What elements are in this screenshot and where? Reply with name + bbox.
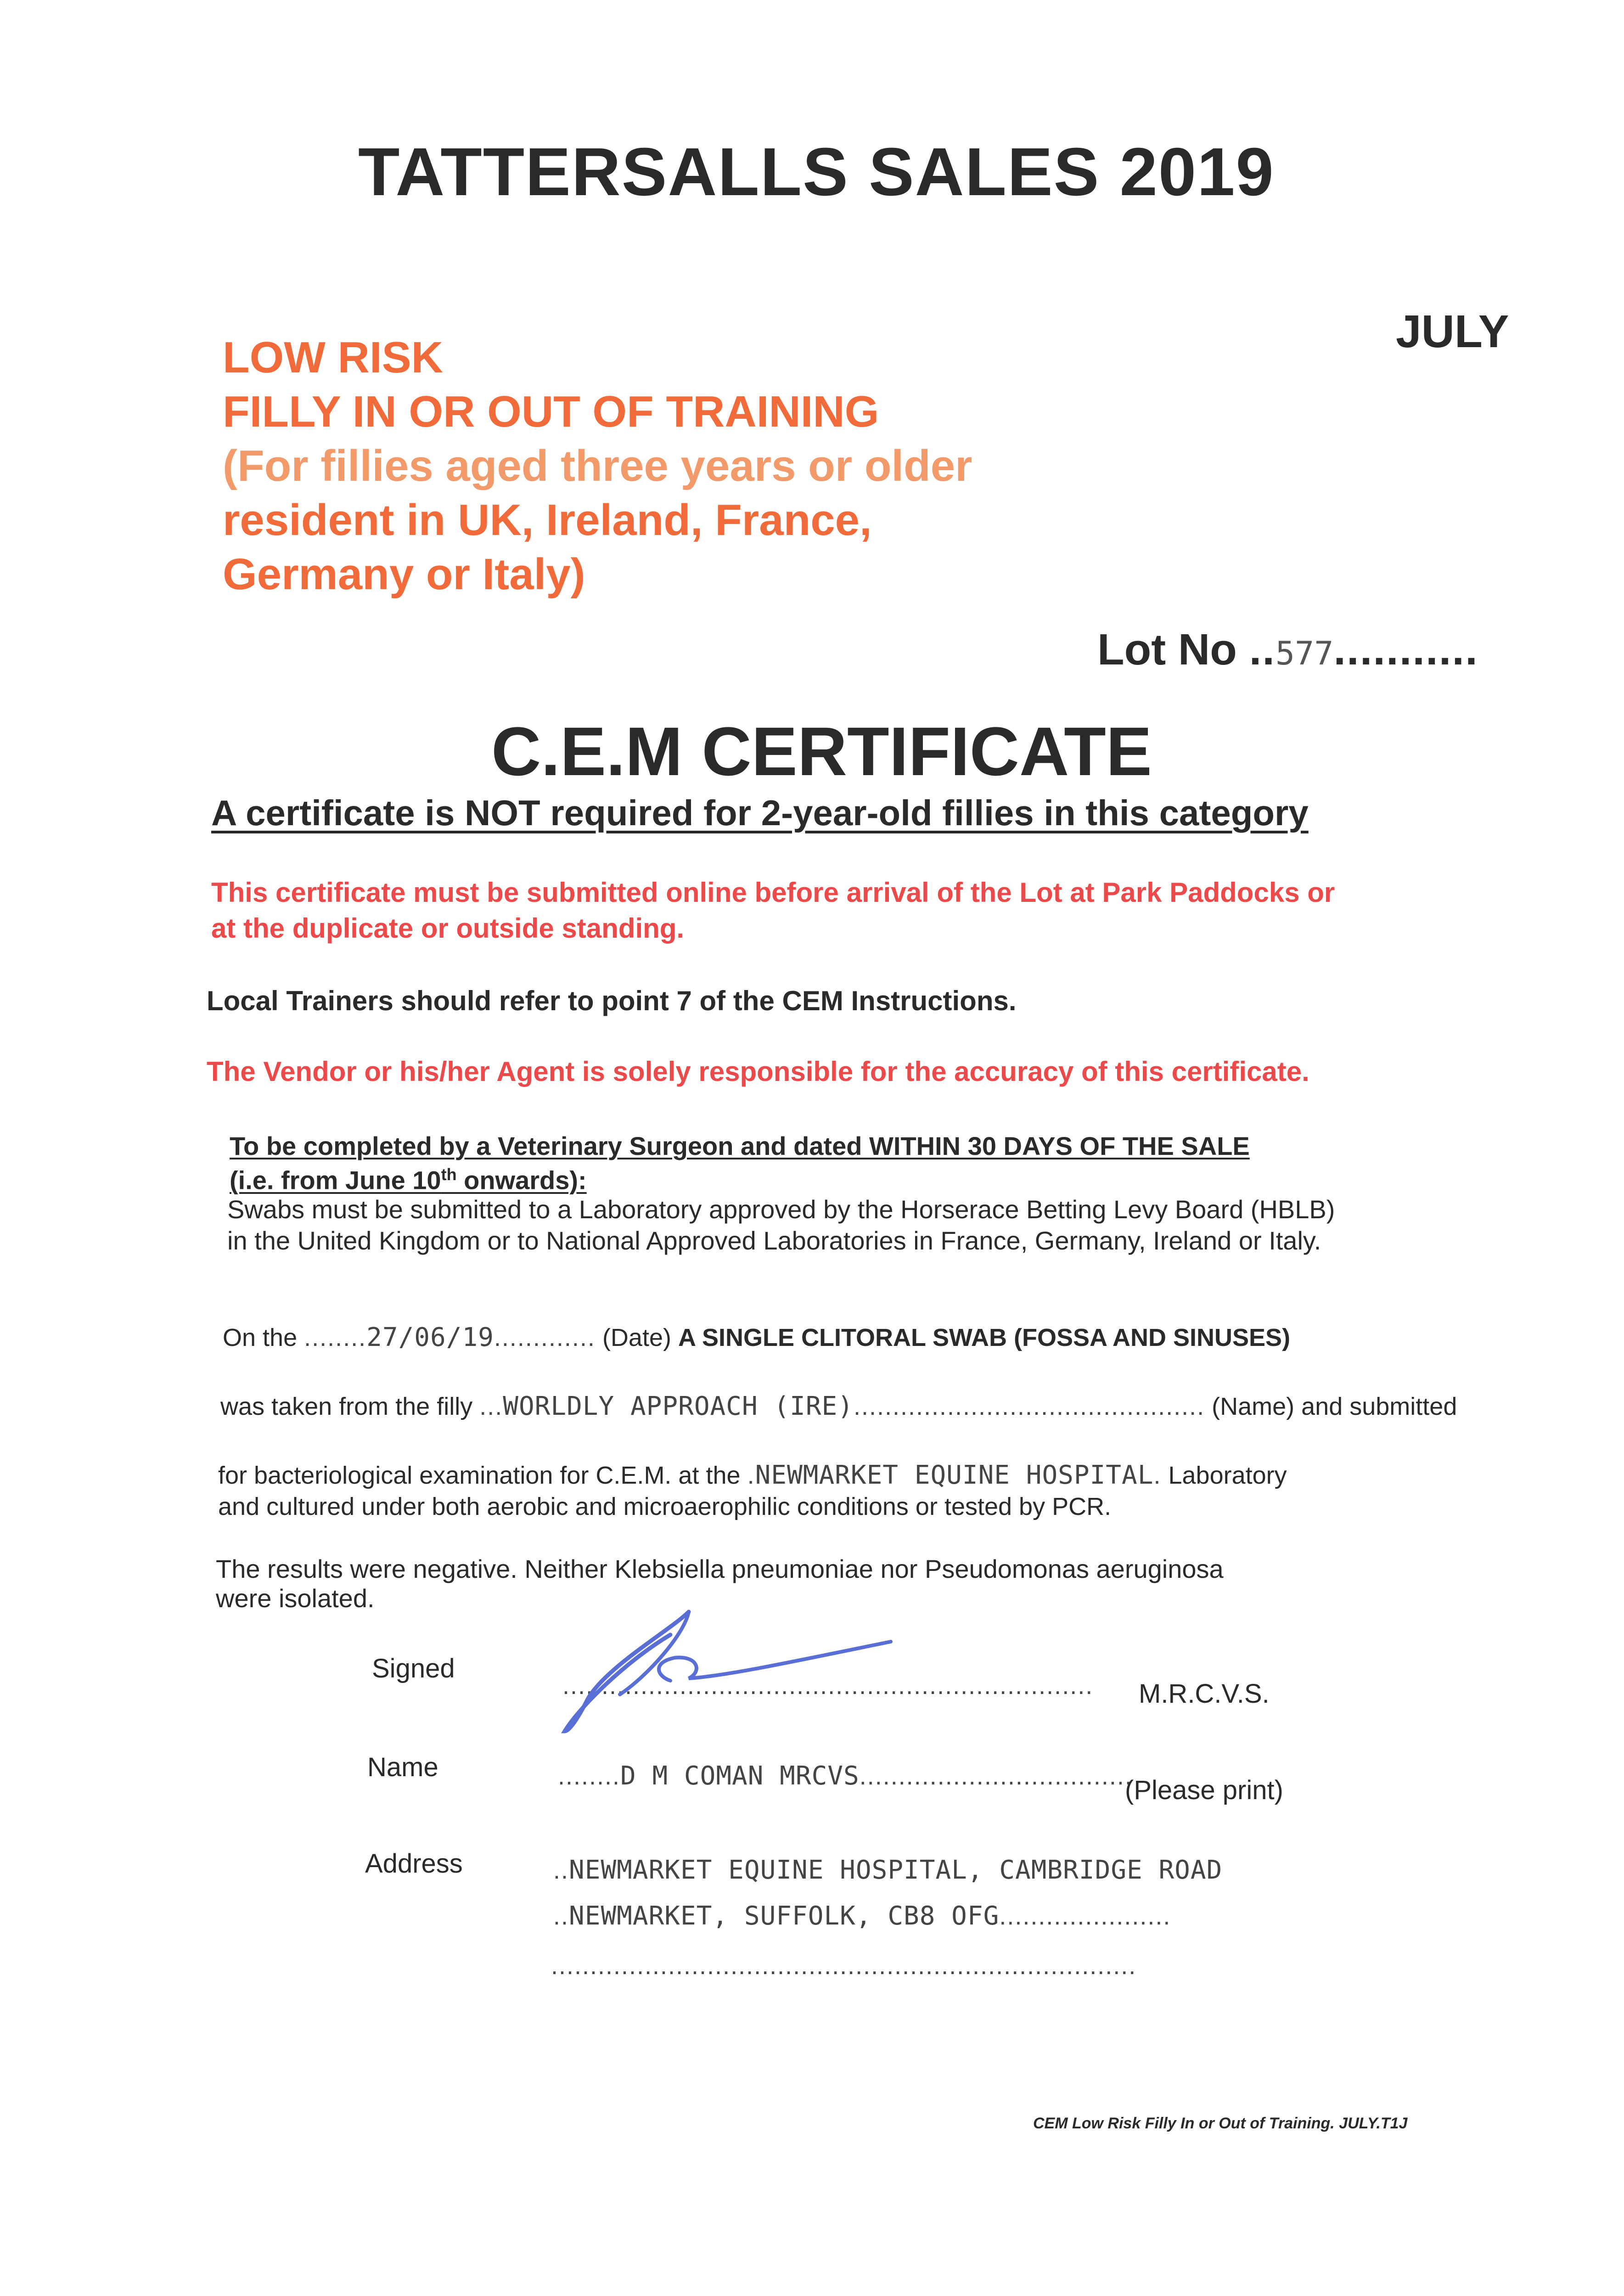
category-line-5: Germany or Italy)	[223, 550, 585, 599]
category-line-4: resident in UK, Ireland, France,	[223, 495, 872, 545]
local-trainers-note: Local Trainers should refer to point 7 of the CEM Instructions.	[207, 985, 1017, 1016]
vet-name-field[interactable]: D M COMAN MRCVS	[620, 1761, 860, 1791]
category-block	[223, 331, 972, 602]
taken-from-label: was taken from the filly	[220, 1393, 473, 1420]
category-line-3: (For fillies aged three years or older	[223, 441, 972, 490]
category-line-1: LOW RISK	[223, 333, 443, 382]
address-line-1-field[interactable]: NEWMARKET EQUINE HOSPITAL, CAMBRIDGE ROAD	[569, 1855, 1223, 1885]
address-line-1: ..NEWMARKET EQUINE HOSPITAL, CAMBRIDGE ROAD	[553, 1855, 1223, 1885]
lot-label: Lot No	[1097, 625, 1237, 674]
please-print-label: (Please print)	[1125, 1775, 1283, 1805]
vet-heading-line-2: (i.e. from June 10th onwards):	[230, 1165, 587, 1195]
lot-value[interactable]: 577	[1275, 635, 1334, 672]
results-line-1: The results were negative. Neither Klebsiella pneumoniae nor Pseudomonas aeruginosa	[216, 1554, 1224, 1583]
lab-name-field[interactable]: NEWMARKET EQUINE HOSPITAL	[755, 1460, 1154, 1490]
vet-instructions-heading	[230, 1132, 1250, 1195]
form-code-footer: CEM Low Risk Filly In or Out of Training. JULY.T1J	[1033, 2115, 1408, 2132]
date-label: (Date)	[602, 1324, 671, 1351]
vet-sub-line-1: Swabs must be submitted to a Laboratory approved by the Horserace Betting Levy Board (HBLB)	[227, 1195, 1335, 1224]
page-title: TATTERSALLS SALES 2019	[358, 134, 1275, 210]
date-field[interactable]: 27/06/19	[366, 1322, 494, 1352]
submission-warning-line-2: at the duplicate or outside standing.	[211, 913, 685, 944]
submission-warning-line-1: This certificate must be submitted online before arrival of the Lot at Park Paddocks or	[211, 877, 1335, 908]
exam-label: for bacteriological examination for C.E.M. at the	[218, 1462, 741, 1489]
submission-warning	[211, 875, 1335, 946]
on-the-label: On the	[223, 1324, 298, 1351]
address-line-3[interactable]: ...........................................................................	[551, 1952, 1137, 1980]
lot-number: Lot No ..577...........	[1097, 625, 1478, 674]
results-line-2: were isolated.	[216, 1584, 375, 1613]
address-line-2: ..NEWMARKET, SUFFOLK, CB8 OFG......................	[553, 1901, 1171, 1931]
signature-line[interactable]: ....................................................................	[562, 1672, 1094, 1699]
vet-heading-line-1: To be completed by a Veterinary Surgeon and dated WITHIN 30 DAYS OF THE SALE	[230, 1131, 1250, 1160]
certificate-title: C.E.M CERTIFICATE	[491, 713, 1152, 790]
category-line-2: FILLY IN OR OUT OF TRAINING	[223, 387, 879, 436]
vendor-responsibility: The Vendor or his/her Agent is solely responsible for the accuracy of this certificate.	[207, 1056, 1309, 1087]
address-line-2-field[interactable]: NEWMARKET, SUFFOLK, CB8 OFG	[569, 1901, 1000, 1931]
lab-row: for bacteriological examination for C.E.M. at the .NEWMARKET EQUINE HOSPITAL. Laboratory	[218, 1460, 1287, 1490]
cultured-line: and cultured under both aerobic and microaerophilic conditions or tested by PCR.	[218, 1493, 1112, 1520]
date-row: On the ........27/06/19............. (Date) A SINGLE CLITORAL SWAB (FOSSA AND SINUSES)	[223, 1322, 1291, 1352]
signature-image	[551, 1593, 900, 1736]
address-label: Address	[365, 1849, 463, 1879]
name-label: Name	[367, 1752, 438, 1782]
vet-sub-line-2: in the United Kingdom or to National Approved Laboratories in France, Germany, Ireland or Italy.	[227, 1226, 1321, 1255]
lab-suffix: Laboratory	[1168, 1462, 1287, 1489]
swab-description: A SINGLE CLITORAL SWAB (FOSSA AND SINUSES)	[678, 1324, 1291, 1351]
filly-row: was taken from the filly ...WORLDLY APPROACH (IRE)............................................. (Name) and submitted	[220, 1391, 1457, 1421]
filly-name-field[interactable]: WORLDLY APPROACH (IRE)	[503, 1391, 854, 1421]
mrcvs-label: M.R.C.V.S.	[1139, 1679, 1270, 1709]
name-submitted-label: (Name) and submitted	[1212, 1393, 1457, 1420]
sale-month: JULY	[1396, 306, 1509, 357]
signed-label: Signed	[372, 1654, 455, 1683]
vet-instructions-text	[227, 1194, 1335, 1256]
not-required-notice: A certificate is NOT required for 2-year-old fillies in this category	[211, 793, 1309, 833]
name-row: ........D M COMAN MRCVS...................................	[558, 1761, 1133, 1791]
